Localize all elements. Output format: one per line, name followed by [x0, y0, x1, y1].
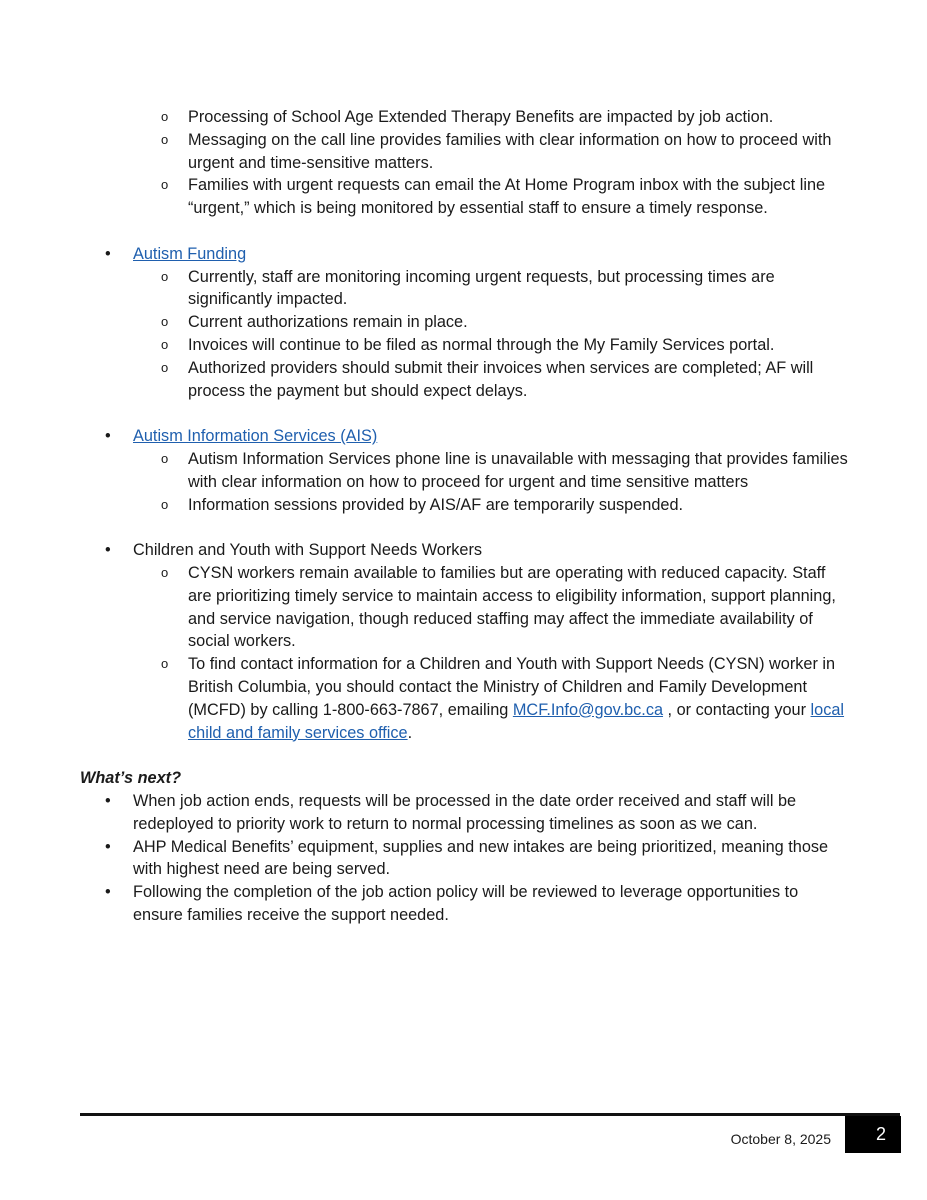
- cysn-section: • Children and Youth with Support Needs Workers o CYSN workers remain available to families but are operating with reduced capacity. Staff are prioritizing timely service to maintain access to eligibility information, support planning, and service navigation, though reduced staffing may affect the immediate availability of social workers. o To find contact information for a Children and Youth with Support Needs (CYSN) worker in British Columbia, you should contact the Ministry of Children and Family Development (MCFD) by calling 1-800-663-7867, emailing MCF.Info@gov.bc.ca , or contacting your local child and family services office.: [0, 539, 927, 744]
- footer-date: October 8, 2025: [730, 1131, 831, 1147]
- email-link[interactable]: MCF.Info@gov.bc.ca: [512, 700, 664, 719]
- page-number: 2: [845, 1116, 901, 1153]
- list-item: o Currently, staff are monitoring incoming urgent requests, but processing times are significantly impacted.: [161, 267, 775, 309]
- list-item: o Processing of School Age Extended Therapy Benefits are impacted by job action.: [161, 108, 774, 126]
- cysn-title: Children and Youth with Support Needs Workers: [133, 541, 483, 560]
- list-item: o Information sessions provided by AIS/AF are temporarily suspended.: [161, 495, 684, 514]
- list-item: o Current authorizations remain in place.: [161, 313, 468, 332]
- list-item: • AHP Medical Benefits’ equipment, supplies and new intakes are being prioritized, meaning those with highest need are being served.: [105, 837, 829, 879]
- ais-section: • Autism Information Services (AIS) o Autism Information Services phone line is unavailable with messaging that provides families with clear information on how to proceed for urgent and time sensitive matters o Information sessions provided by AIS/AF are temporarily suspended.: [0, 425, 927, 516]
- footer-divider: [80, 1113, 900, 1116]
- list-item: o Families with urgent requests can email the At Home Program inbox with the subject line “urgent,” which is being monitored by essential staff to ensure a timely response.: [161, 176, 826, 218]
- list-item: o Invoices will continue to be filed as normal through the My Family Services portal.: [161, 335, 775, 354]
- list-item: o Messaging on the call line provides families with clear information on how to proceed with urgent and time-sensitive matters.: [161, 130, 832, 172]
- autism-funding-section: • Autism Funding o Currently, staff are monitoring incoming urgent requests, but processing times are significantly impacted. o Current authorizations remain in place. o Invoices will continue to be filed as normal through the My Family Services portal. o Authorized providers should submit their invoices when services are completed; AF will process the payment but should expect delays.: [0, 243, 927, 403]
- at-home-sublist: [0, 106, 927, 220]
- whats-next-list: [0, 790, 927, 927]
- autism-funding-link[interactable]: Autism Funding: [133, 244, 247, 263]
- local-office-link[interactable]: local child and family services office: [188, 700, 845, 742]
- list-item: o To find contact information for a Children and Youth with Support Needs (CYSN) worker in British Columbia, you should contact the Ministry of Children and Family Development (MCFD) by calling 1-800-663-7867, emailing MCF.Info@gov.bc.ca , or contacting your local child and family services office.: [161, 655, 845, 742]
- list-item: o Authorized providers should submit their invoices when services are completed; AF will process the payment but should expect delays.: [161, 358, 814, 400]
- list-item: • Following the completion of the job action policy will be reviewed to leverage opportunities to ensure families receive the support needed.: [105, 883, 799, 924]
- ais-link[interactable]: Autism Information Services (AIS): [133, 427, 378, 446]
- list-item: o Autism Information Services phone line is unavailable with messaging that provides families with clear information on how to proceed for urgent and time sensitive matters: [161, 449, 848, 491]
- list-item: o CYSN workers remain available to families but are operating with reduced capacity. Staff are prioritizing timely service to maintain access to eligibility information, support planning, and service navigation, though reduced staffing may affect the immediate availability of social workers.: [161, 563, 836, 651]
- whats-next-heading: What’s next?: [80, 769, 182, 788]
- list-item: • When job action ends, requests will be processed in the date order received and staff will be redeployed to priority work to return to normal processing timelines as soon as we can.: [105, 791, 797, 833]
- document-body: [0, 106, 927, 927]
